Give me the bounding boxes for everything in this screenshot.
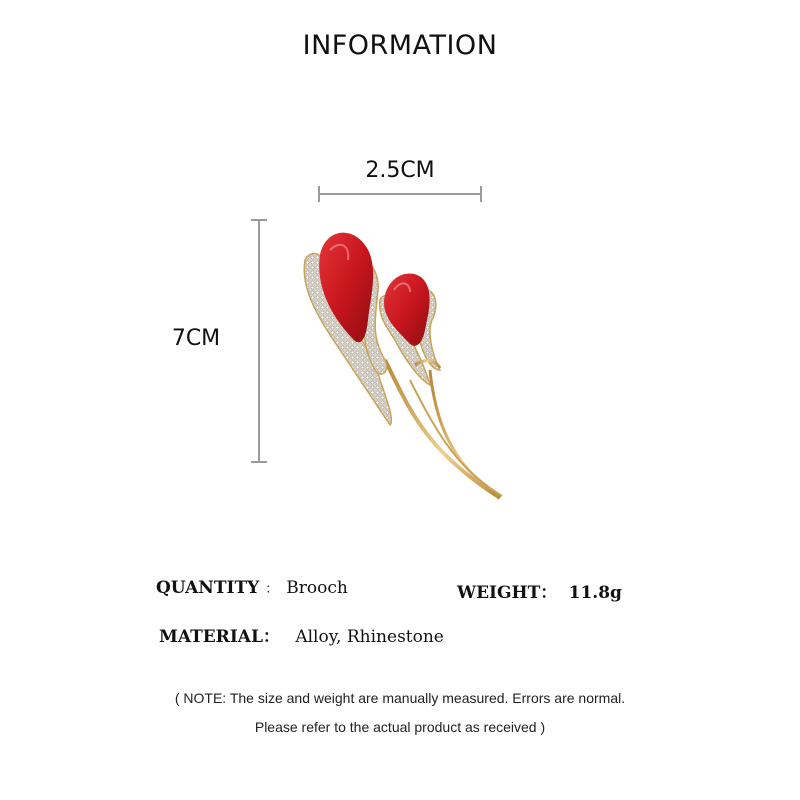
material-label: MATERIAL： [159, 627, 280, 647]
page-title: INFORMATION [302, 30, 498, 61]
quantity-label: QUANTITY [156, 578, 260, 598]
height-dimension-label: 7CM [171, 326, 221, 351]
weight-label: WEIGHT： [457, 583, 558, 603]
material-value: Alloy, Rhinestone [295, 627, 444, 647]
quantity-separator: ： [265, 582, 279, 597]
width-dimension-label: 2.5CM [365, 158, 435, 183]
weight-value: 11.8g [568, 583, 622, 603]
note-line-2: Please refer to the actual product as received ) [254, 719, 546, 735]
note-line-1: ( NOTE: The size and weight are manually measured. Errors are normal. [174, 690, 626, 706]
tulip-brooch-image [290, 220, 520, 510]
spec-quantity [156, 578, 348, 598]
spec-material [159, 622, 444, 647]
spec-weight [457, 578, 622, 603]
quantity-value: Brooch [286, 578, 348, 598]
